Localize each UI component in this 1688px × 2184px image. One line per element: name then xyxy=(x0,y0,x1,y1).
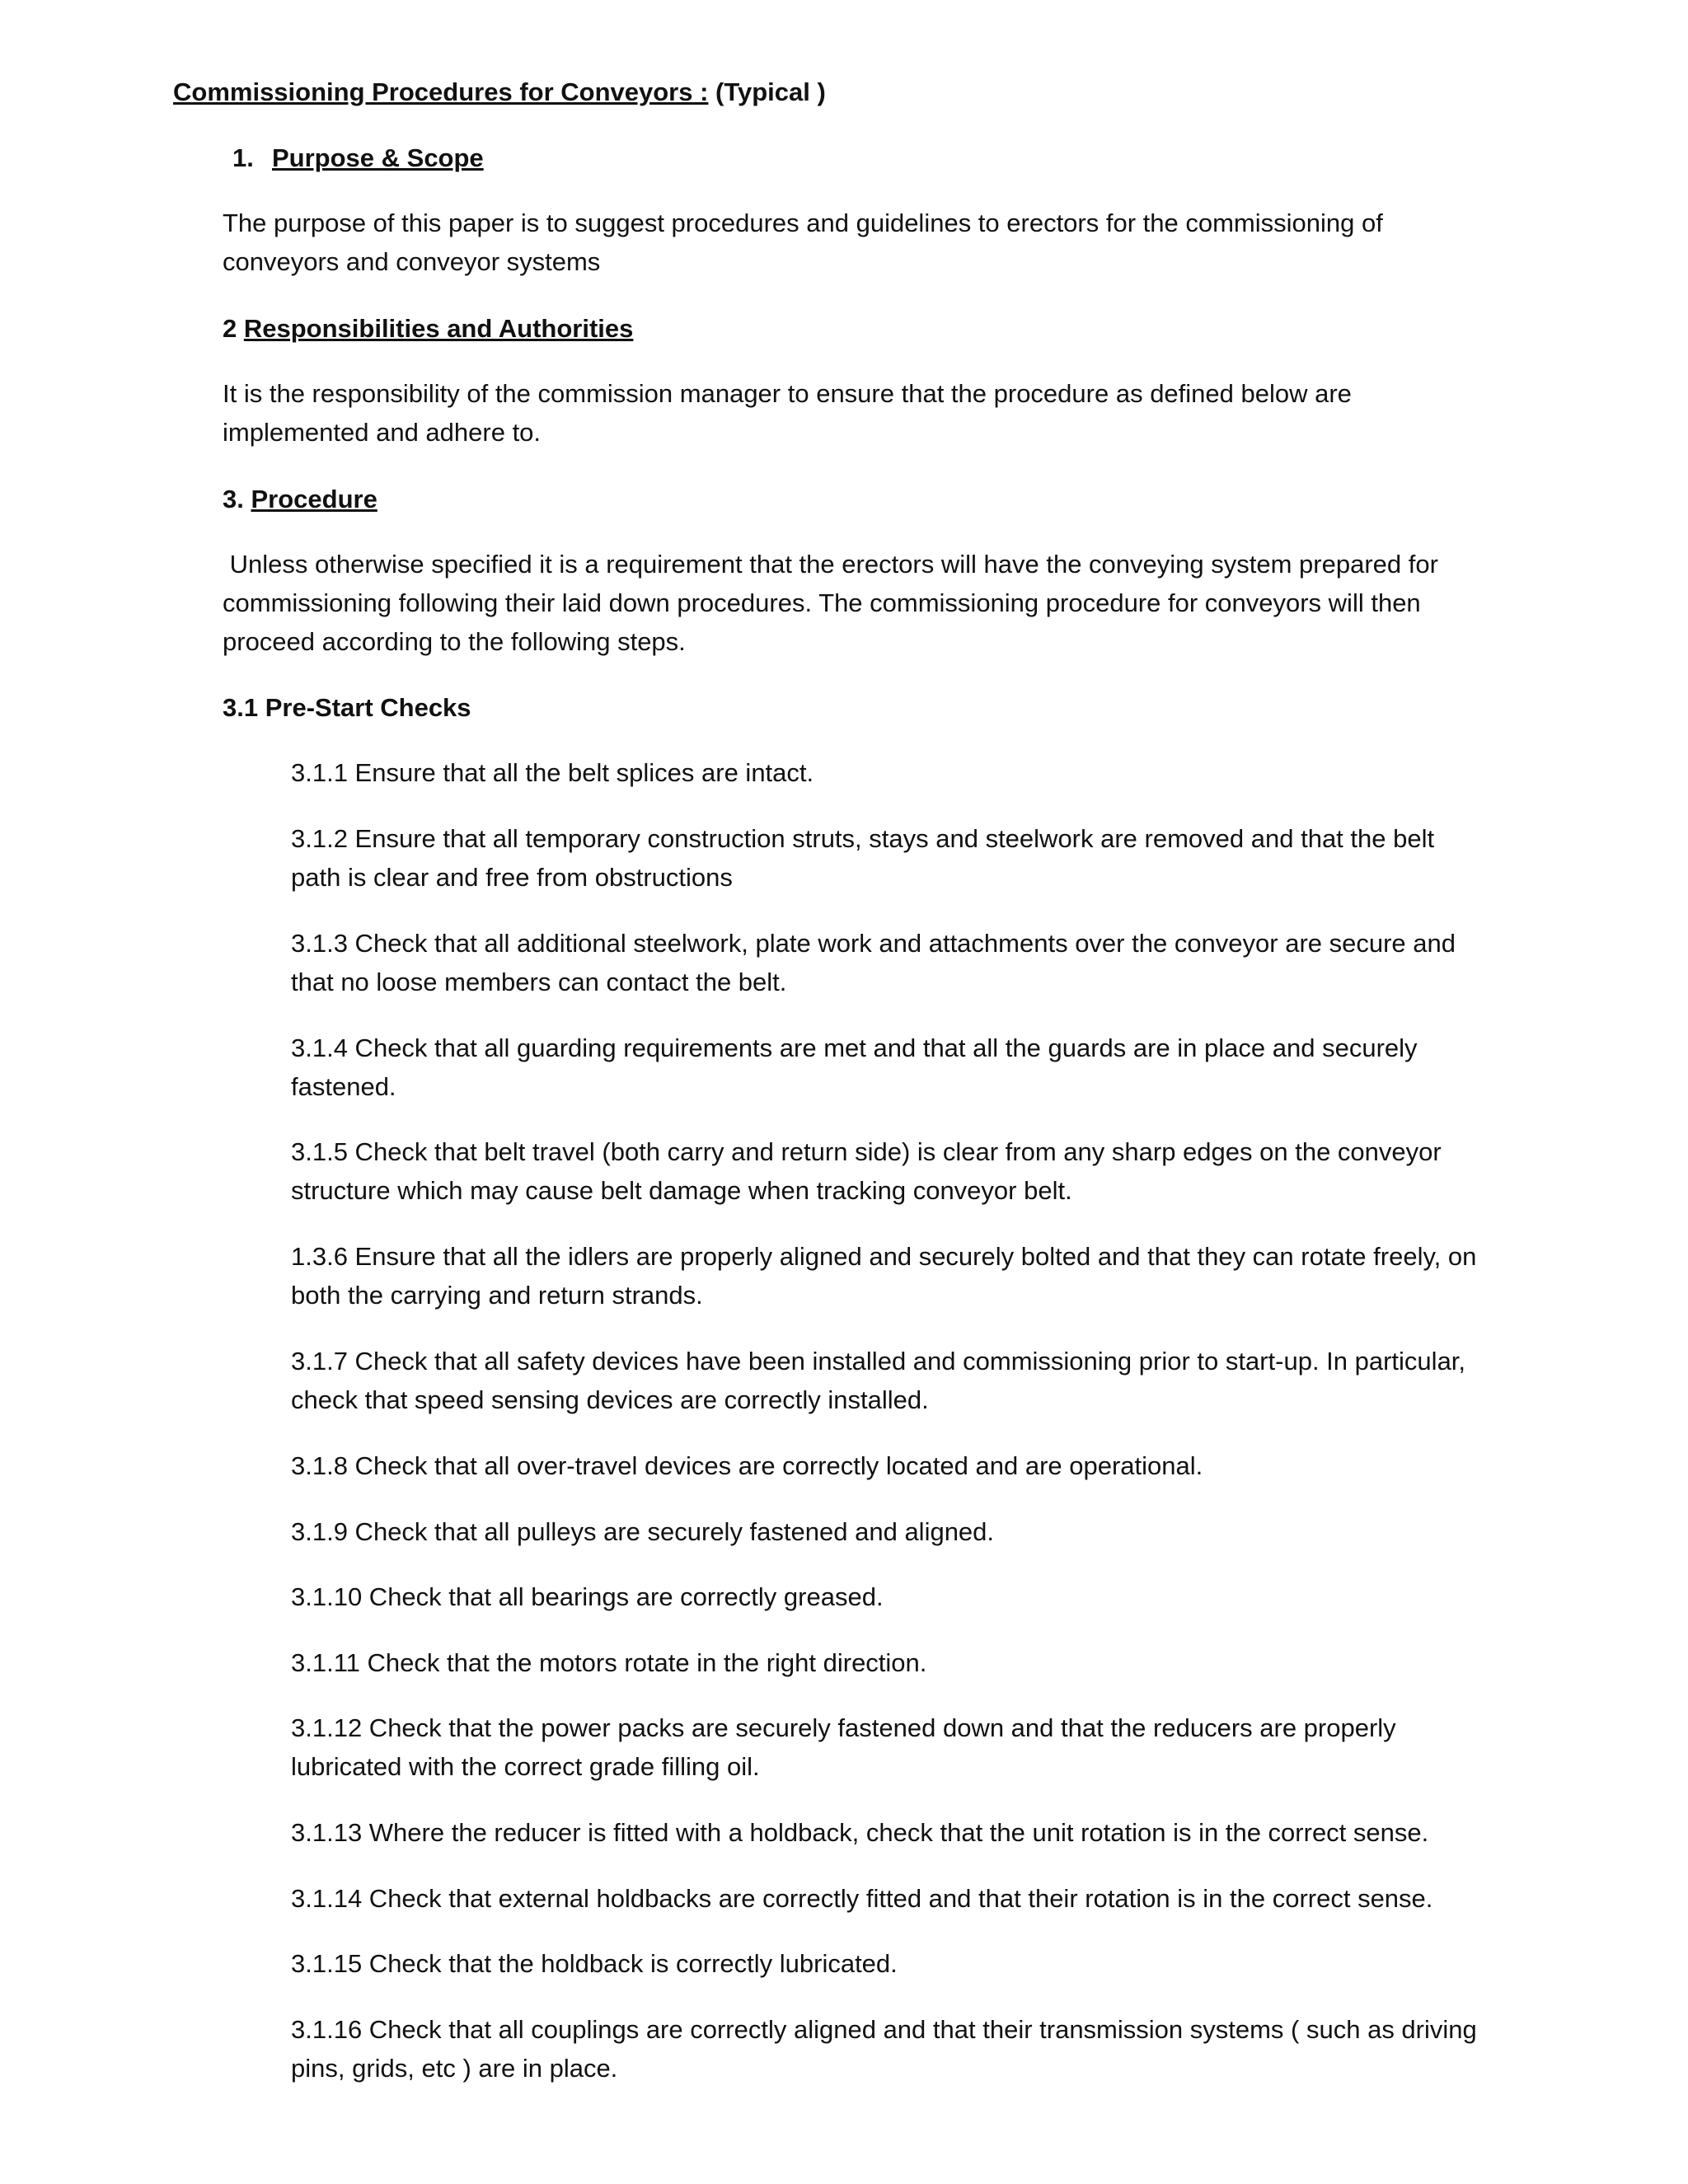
list-item: 3.1.1 Ensure that all the belt splices are intact. xyxy=(291,758,814,787)
list-item: 3.1.15 Check that the holdback is correctly lubricated. xyxy=(291,1949,898,1978)
list-item: 3.1.9 Check that all pulleys are securely fastened and aligned. xyxy=(291,1517,995,1546)
list-item: 1.3.6 Ensure that all the idlers are properly aligned and securely bolted and that they can rotate freely, on both the carrying and return strands. xyxy=(291,1242,1477,1310)
list-item: 3.1.14 Check that external holdbacks are correctly fitted and that their rotation is in the correct sense. xyxy=(291,1884,1433,1913)
list-item: 3.1.10 Check that all bearings are correctly greased. xyxy=(291,1582,884,1611)
section-3-heading xyxy=(223,480,377,518)
section-2-number: 2 xyxy=(223,314,244,343)
list-item: 3.1.12 Check that the power packs are securely fastened down and that the reducers are properly lubricated with the correct grade filling oil. xyxy=(291,1713,1396,1781)
section-3-title: Procedure xyxy=(251,485,377,513)
section-2-text: It is the responsibility of the commission manager to ensure that the procedure as defined below are implemented and adhere to. xyxy=(223,379,1352,447)
section-3-text: Unless otherwise specified it is a requirement that the erectors will have the conveying system prepared for commissioning following their laid down procedures. The commissioning procedure for conveyors will then proceed according to the following steps. xyxy=(223,550,1446,656)
section-1-title: Purpose & Scope xyxy=(272,143,484,172)
title-main: Commissioning Procedures for Conveyors : xyxy=(173,77,709,106)
section-1-text: The purpose of this paper is to suggest procedures and guidelines to erectors for the commissioning of conveyors and conveyor systems xyxy=(223,209,1383,276)
list-item: 3.1.13 Where the reducer is fitted with a holdback, check that the unit rotation is in the correct sense. xyxy=(291,1818,1429,1847)
section-2-title: Responsibilities and Authorities xyxy=(243,314,634,343)
list-item: 3.1.7 Check that all safety devices have been installed and commissioning prior to start-up. In particular, check that speed sensing devices are correctly installed. xyxy=(291,1347,1466,1414)
section-1-number: 1. xyxy=(232,143,254,172)
list-item: 3.1.3 Check that all additional steelwork, plate work and attachments over the conveyor are secure and that no loose members can contact the belt. xyxy=(291,929,1456,996)
document-title xyxy=(173,73,826,111)
section-3-number: 3. xyxy=(223,485,251,513)
list-item: 3.1.5 Check that belt travel (both carry and return side) is clear from any sharp edges on the conveyor structure which may cause belt damage when tracking conveyor belt. xyxy=(291,1137,1442,1205)
list-item: 3.1.2 Ensure that all temporary construction struts, stays and steelwork are removed and that the belt path is clear and free from obstructions xyxy=(291,824,1435,892)
list-item: 3.1.4 Check that all guarding requirements are met and that all the guards are in place and securely fastened. xyxy=(291,1033,1418,1101)
section-3-1-heading: 3.1 Pre-Start Checks xyxy=(223,693,471,722)
title-suffix: (Typical ) xyxy=(708,77,826,106)
list-item: 3.1.8 Check that all over-travel devices are correctly located and are operational. xyxy=(291,1451,1203,1480)
list-item: 3.1.11 Check that the motors rotate in the right direction. xyxy=(291,1648,927,1677)
list-item: 3.1.16 Check that all couplings are correctly aligned and that their transmission systems ( such as driving pins, grids, etc ) are in place. xyxy=(291,2015,1477,2083)
section-1-heading xyxy=(232,138,484,177)
section-2-heading xyxy=(223,309,633,348)
